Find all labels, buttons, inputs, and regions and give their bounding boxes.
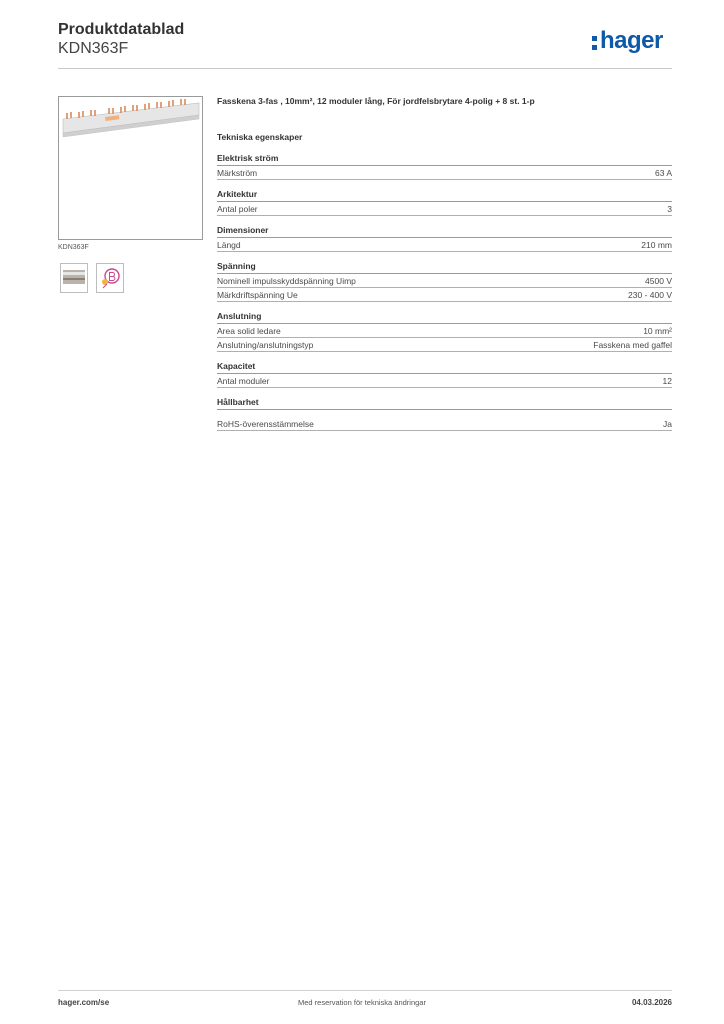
group-hallbarhet xyxy=(217,397,672,431)
spec-row xyxy=(217,374,672,388)
spec-value: 230 - 400 V xyxy=(628,290,672,300)
spec-label: Märkdriftspänning Ue xyxy=(217,290,298,300)
spec-value: Ja xyxy=(663,419,672,429)
spec-value: 4500 V xyxy=(645,276,672,286)
product-code: KDN363F xyxy=(58,40,129,57)
group-elektrisk-strom xyxy=(217,153,672,180)
spec-label: Anslutning/anslutningstyp xyxy=(217,340,314,350)
spec-value: 63 A xyxy=(654,168,672,178)
product-image xyxy=(58,96,203,240)
image-caption: KDN363F xyxy=(58,244,89,251)
spec-value: 10 mm² xyxy=(643,326,672,336)
header-divider xyxy=(58,68,672,69)
footer-notice: Med reservation för tekniska ändringar xyxy=(298,998,426,1007)
footer-website[interactable]: hager.com/se xyxy=(58,998,110,1007)
spec-value: 12 xyxy=(662,376,672,386)
busbar-illustration xyxy=(59,97,202,239)
spec-row xyxy=(217,288,672,302)
group-title: Spänning xyxy=(217,261,672,274)
eco-badge-icon xyxy=(97,264,123,292)
spec-label: Längd xyxy=(217,240,241,250)
spec-label: Antal poler xyxy=(217,204,258,214)
group-dimensioner xyxy=(217,225,672,252)
spec-label: Märkström xyxy=(217,168,258,178)
thumbnail-product[interactable] xyxy=(60,263,88,293)
spec-label: Nominell impulsskyddspänning Uimp xyxy=(217,276,356,286)
spec-value: 3 xyxy=(667,204,672,214)
group-arkitektur xyxy=(217,189,672,216)
spec-value: Fasskena med gaffel xyxy=(593,340,672,350)
spec-label: RoHS-överensstämmelse xyxy=(217,419,314,429)
spec-label: Area solid ledare xyxy=(217,326,281,336)
spec-row xyxy=(217,274,672,288)
page-title: Produktdatablad xyxy=(58,21,185,38)
group-title: Hållbarhet xyxy=(217,397,672,410)
spec-row xyxy=(217,166,672,180)
group-kapacitet xyxy=(217,361,672,388)
footer-divider xyxy=(58,990,672,991)
section-title: Tekniska egenskaper xyxy=(217,132,303,142)
spec-row xyxy=(217,238,672,252)
spec-row xyxy=(217,417,672,431)
logo-text: hager xyxy=(600,27,663,54)
hager-logo xyxy=(592,27,674,56)
footer-date: 04.03.2026 xyxy=(631,998,672,1007)
group-title: Kapacitet xyxy=(217,361,672,374)
product-description: Fasskena 3-fas , 10mm², 12 moduler lång, För jordfelsbrytare 4-polig + 8 st. 1-p xyxy=(217,96,535,106)
thumbnail-eco[interactable] xyxy=(96,263,124,293)
logo-dots xyxy=(592,36,597,54)
group-title: Anslutning xyxy=(217,311,672,324)
group-anslutning xyxy=(217,311,672,352)
group-title: Arkitektur xyxy=(217,189,672,202)
busbar-thumbnail-icon xyxy=(61,264,87,292)
spec-row xyxy=(217,324,672,338)
group-title: Elektrisk ström xyxy=(217,153,672,166)
group-title: Dimensioner xyxy=(217,225,672,238)
spec-value: 210 mm xyxy=(641,240,672,250)
spec-row xyxy=(217,338,672,352)
spec-row xyxy=(217,202,672,216)
technical-content xyxy=(217,96,672,431)
spec-label: Antal moduler xyxy=(217,376,270,386)
group-spanning xyxy=(217,261,672,302)
